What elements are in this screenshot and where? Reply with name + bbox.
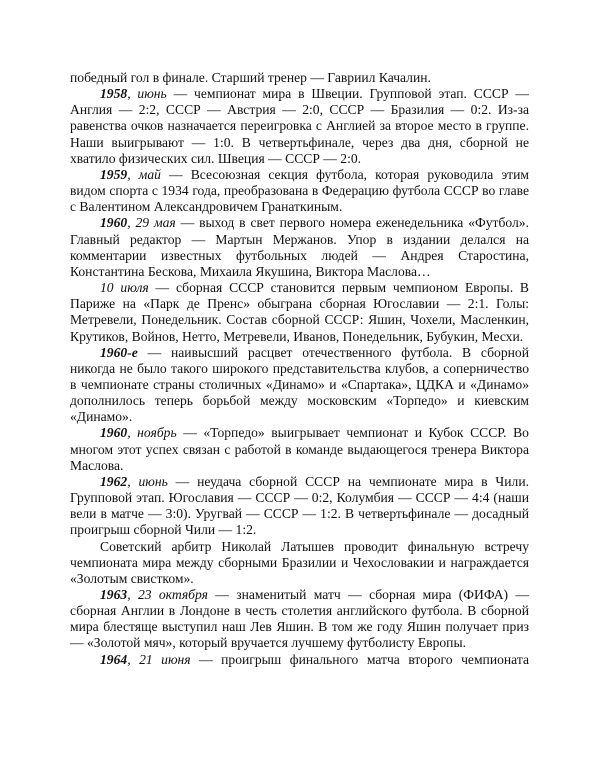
- paragraph-text: — знаменитый матч — сборная мира (ФИФА) — сборная Англии в Лондоне в честь столетия английского футбола. В сборной мира блестяще выступил наш Лев Яшин. В том же году Яшин получает приз — «Золотой мяч», который вручается лучшему футболисту Европы.: [70, 587, 529, 651]
- date-label: , 21 июня: [127, 651, 191, 667]
- paragraph-text: Советский арбитр Николай Латышев проводит финальную встречу чемпионата мира между сборными Бразилии и Чехословакии и награждается «Золотым свистком».: [70, 538, 529, 586]
- paragraph-1960s: [70, 345, 529, 426]
- paragraph-text: — проигрыш финального матча второго чемпионата: [190, 651, 529, 667]
- date-label: , июнь: [127, 473, 168, 489]
- year-label: 1960: [100, 215, 128, 231]
- year-label: 1962: [100, 473, 128, 489]
- date-label: , 23 октября: [127, 587, 208, 602]
- date-label: , май: [127, 166, 161, 182]
- date-label: 10 июля: [100, 280, 149, 296]
- paragraph-text: — чемпионат мира в Швеции. Групповой этап. СССР — Англия — 2:2, СССР — Австрия — 2:0, СССР — Бразилия — 0:2. Из-за равенства очков назначается переигровка с Англией за второе место в группе. Наши выигрывают — 1:0. В четвертьфинале, через два дня, сборной не хватило физических сил. Швеция — СССР — 2:0.: [70, 86, 529, 166]
- paragraph-text: — «Торпедо» выигрывает чемпионат и Кубок СССР. Во многом этот успех связан с работой в команде выдающегося тренера Виктора Маслова.: [70, 425, 529, 473]
- paragraph-text: — наивысший расцвет отечественного футбола. В сборной никогда не было такого широкого представительства клубов, а соперничество в чемпионате страны столичных «Динамо» и «Спартака», ЦДКА и «Динамо» дополнилось теперь борьбой между московским «Торпедо» и киевским «Динамо».: [70, 344, 529, 425]
- paragraph-1960-november: [70, 425, 529, 473]
- paragraph-1962: [70, 474, 529, 539]
- document-page: [70, 70, 529, 668]
- year-label: 1964: [100, 651, 128, 667]
- date-label: , июнь: [127, 86, 167, 102]
- year-label: 1958: [100, 86, 128, 102]
- paragraph-1958: [70, 86, 529, 167]
- year-label: 1960-е: [100, 344, 138, 360]
- paragraph-1960-may: [70, 215, 529, 280]
- paragraph-text: — Всесоюзная секция футбола, которая руководила этим видом спорта с 1934 года, преобразована в Федерацию футбола СССР во главе с Валентином Александровичем Гранаткиным.: [70, 166, 529, 215]
- paragraph-1963: [70, 587, 529, 652]
- year-label: 1963: [100, 587, 128, 602]
- year-label: 1960: [100, 425, 128, 441]
- paragraph-1: [70, 70, 529, 86]
- date-label: , 29 мая: [127, 215, 176, 231]
- year-label: 1959: [100, 166, 128, 182]
- paragraph-referee: [70, 539, 529, 587]
- paragraph-1964: [70, 652, 529, 668]
- paragraph-1960-july: [70, 280, 529, 345]
- date-label: , ноябрь: [127, 425, 177, 441]
- paragraph-text: — выход в свет первого номера еженедельника «Футбол». Главный редактор — Мартын Мержанов. Упор в издании делался на комментарии известных футбольных людей — Андрея Старостина, Константина Бескова, Михаила Якушина, Виктора Маслова…: [70, 215, 529, 279]
- paragraph-text: победный гол в финале. Старший тренер — Гавриил Качалин.: [70, 70, 431, 85]
- paragraph-1959: [70, 167, 529, 215]
- paragraph-text: — сборная СССР становится первым чемпионом Европы. В Париже на «Парк де Пренс» обыграна сборная Югославии — 2:1. Голы: Метревели, Понедельник. Состав сборной СССР: Яшин, Чохели, Масленкин, Крутиков, Войнов, Нетто, Метревели, Иванов, Понедельник, Бубукин, Месхи.: [70, 280, 529, 344]
- paragraph-text: — неудача сборной СССР на чемпионате мира в Чили. Групповой этап. Югославия — СССР — 0:2, Колумбия — СССР — 4:4 (наши вели в матче — 3:0). Уругвай — СССР — 1:2. В четвертьфинале — досадный проигрыш сборной Чили — 1:2.: [70, 473, 530, 538]
